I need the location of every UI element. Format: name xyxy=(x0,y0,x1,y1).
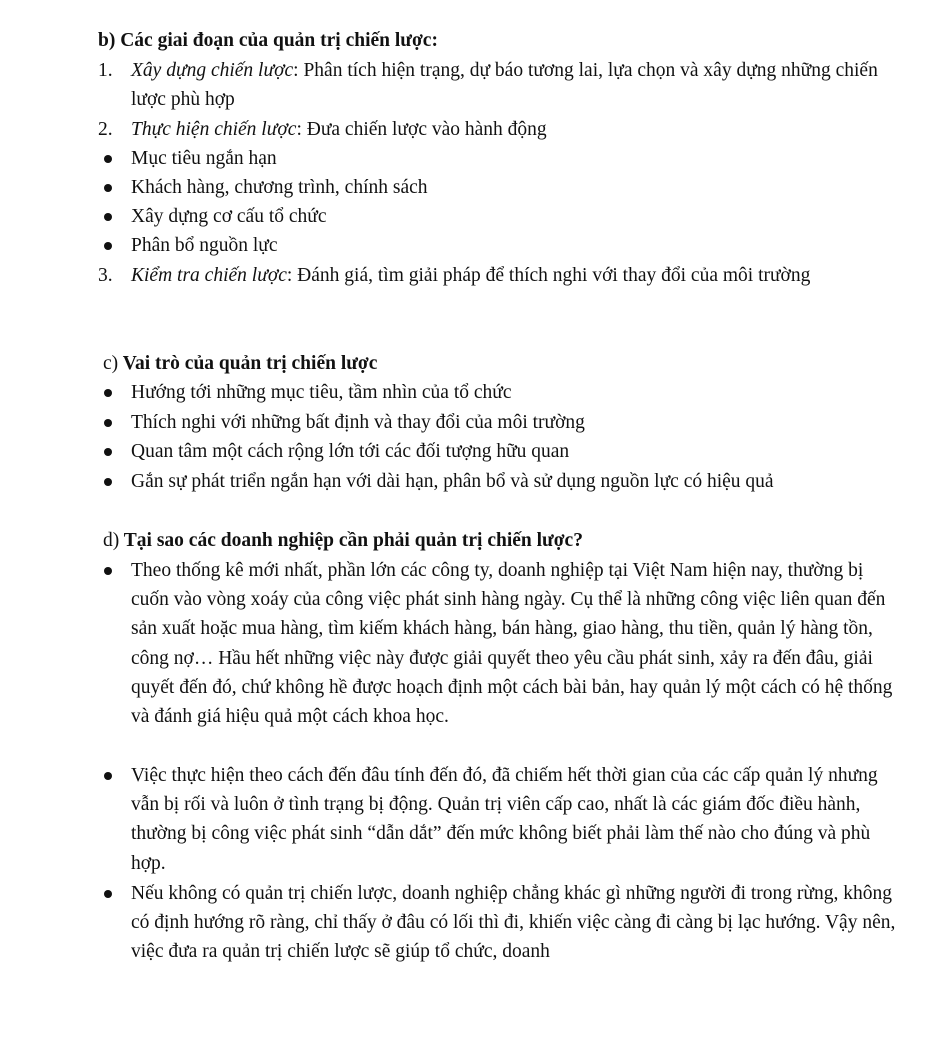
sub-bullet-item xyxy=(98,144,903,173)
role-bullet-text: Quan tâm một cách rộng lớn tới các đối tượng hữu quan xyxy=(131,441,570,462)
role-bullet-item xyxy=(98,408,903,437)
bullet-icon xyxy=(104,184,112,192)
section-c-prefix: c) xyxy=(103,353,119,374)
reason-bullet-item xyxy=(98,879,903,967)
section-b-prefix: b) xyxy=(98,30,116,51)
role-bullet-text: Gắn sự phát triển ngắn hạn với dài hạn, phân bổ và sử dụng nguồn lực có hiệu quả xyxy=(131,471,774,492)
sub-bullet-text: Xây dựng cơ cấu tổ chức xyxy=(131,206,327,227)
role-bullet-text: Thích nghi với những bất định và thay đổi của môi trường xyxy=(131,412,585,433)
bullet-icon xyxy=(104,242,112,250)
sub-bullet-item xyxy=(98,173,903,202)
stage-number: 3. xyxy=(98,265,113,286)
stage-term: Thực hiện chiến lược xyxy=(131,119,297,140)
reason-bullet-item xyxy=(98,556,903,731)
bullet-icon xyxy=(104,567,112,575)
stage-item-3 xyxy=(98,261,903,290)
reason-bullet-text: Theo thống kê mới nhất, phần lớn các công ty, doanh nghiệp tại Việt Nam hiện nay, thường bị cuốn vào vòng xoáy của công việc phát sinh hàng ngày. Cụ thể là những công việc liên quan đến sản xuất hoặc mua hàng, tìm kiếm khách hàng, bán hàng, giao hàng, thu tiền, quản lý hàng tồn, công nợ… Hầu hết những việc này được giải quyết theo yêu cầu phát sinh, xảy ra đến đâu, giải quyết đến đó, chứ không hề được hoạch định một cách bài bản, hay quản lý một cách có hệ thống và đánh giá hiệu quả một cách khoa học. xyxy=(131,560,893,728)
bullet-icon xyxy=(104,448,112,456)
bullet-icon xyxy=(104,772,112,780)
role-bullet-item xyxy=(98,437,903,466)
section-d-title: Tại sao các doanh nghiệp cần phải quản trị chiến lược? xyxy=(123,530,583,551)
stage-term: Kiểm tra chiến lược xyxy=(131,265,287,286)
stage-number: 1. xyxy=(98,60,113,81)
stage-number: 2. xyxy=(98,119,113,140)
role-bullet-item xyxy=(98,467,903,496)
stage-term: Xây dựng chiến lược xyxy=(131,60,294,81)
section-b-title: Các giai đoạn của quản trị chiến lược: xyxy=(120,30,438,51)
sub-bullet-text: Mục tiêu ngắn hạn xyxy=(131,148,277,169)
sub-bullet-text: Phân bổ nguồn lực xyxy=(131,235,278,256)
reason-bullet-text: Nếu không có quản trị chiến lược, doanh nghiệp chẳng khác gì những người đi trong rừng, không có định hướng rõ ràng, chỉ thấy ở đâu có lối thì đi, khiến việc càng đi càng bị lạc hướng. Vậy nên, việc đưa ra quản trị chiến lược sẽ giúp tổ chức, doanh xyxy=(131,883,896,963)
bullet-icon xyxy=(104,890,112,898)
bullet-icon xyxy=(104,155,112,163)
section-c-title: Vai trò của quản trị chiến lược xyxy=(122,353,378,374)
stage-text: : Đánh giá, tìm giải pháp để thích nghi với thay đổi của môi trường xyxy=(286,265,811,286)
bullet-icon xyxy=(104,419,112,427)
bullet-icon xyxy=(104,389,112,397)
bullet-icon xyxy=(104,213,112,221)
sub-bullet-item xyxy=(98,231,903,260)
stage-item-1 xyxy=(98,56,903,114)
section-c-heading xyxy=(103,349,377,378)
stage-text: : Phân tích hiện trạng, dự báo tương lai, lựa chọn và xây dựng những chiến lược phù hợp xyxy=(131,60,878,111)
section-d-heading xyxy=(103,526,583,555)
sub-bullet-item xyxy=(98,202,903,231)
sub-bullet-text: Khách hàng, chương trình, chính sách xyxy=(131,177,428,198)
stage-text: : Đưa chiến lược vào hành động xyxy=(296,119,547,140)
section-d-prefix: d) xyxy=(103,530,120,551)
stage-item-2 xyxy=(98,115,903,144)
role-bullet-text: Hướng tới những mục tiêu, tầm nhìn của tổ chức xyxy=(131,382,512,403)
section-b-heading xyxy=(98,26,438,55)
reason-bullet-text: Việc thực hiện theo cách đến đâu tính đến đó, đã chiếm hết thời gian của các cấp quản lý nhưng vẫn bị rối và luôn ở tình trạng bị động. Quản trị viên cấp cao, nhất là các giám đốc điều hành, thường bị công việc phát sinh “dẫn dắt” đến mức không biết phải làm thế nào cho đúng và phù hợp. xyxy=(131,765,878,874)
role-bullet-item xyxy=(98,378,903,407)
bullet-icon xyxy=(104,478,112,486)
reason-bullet-item xyxy=(98,761,903,878)
